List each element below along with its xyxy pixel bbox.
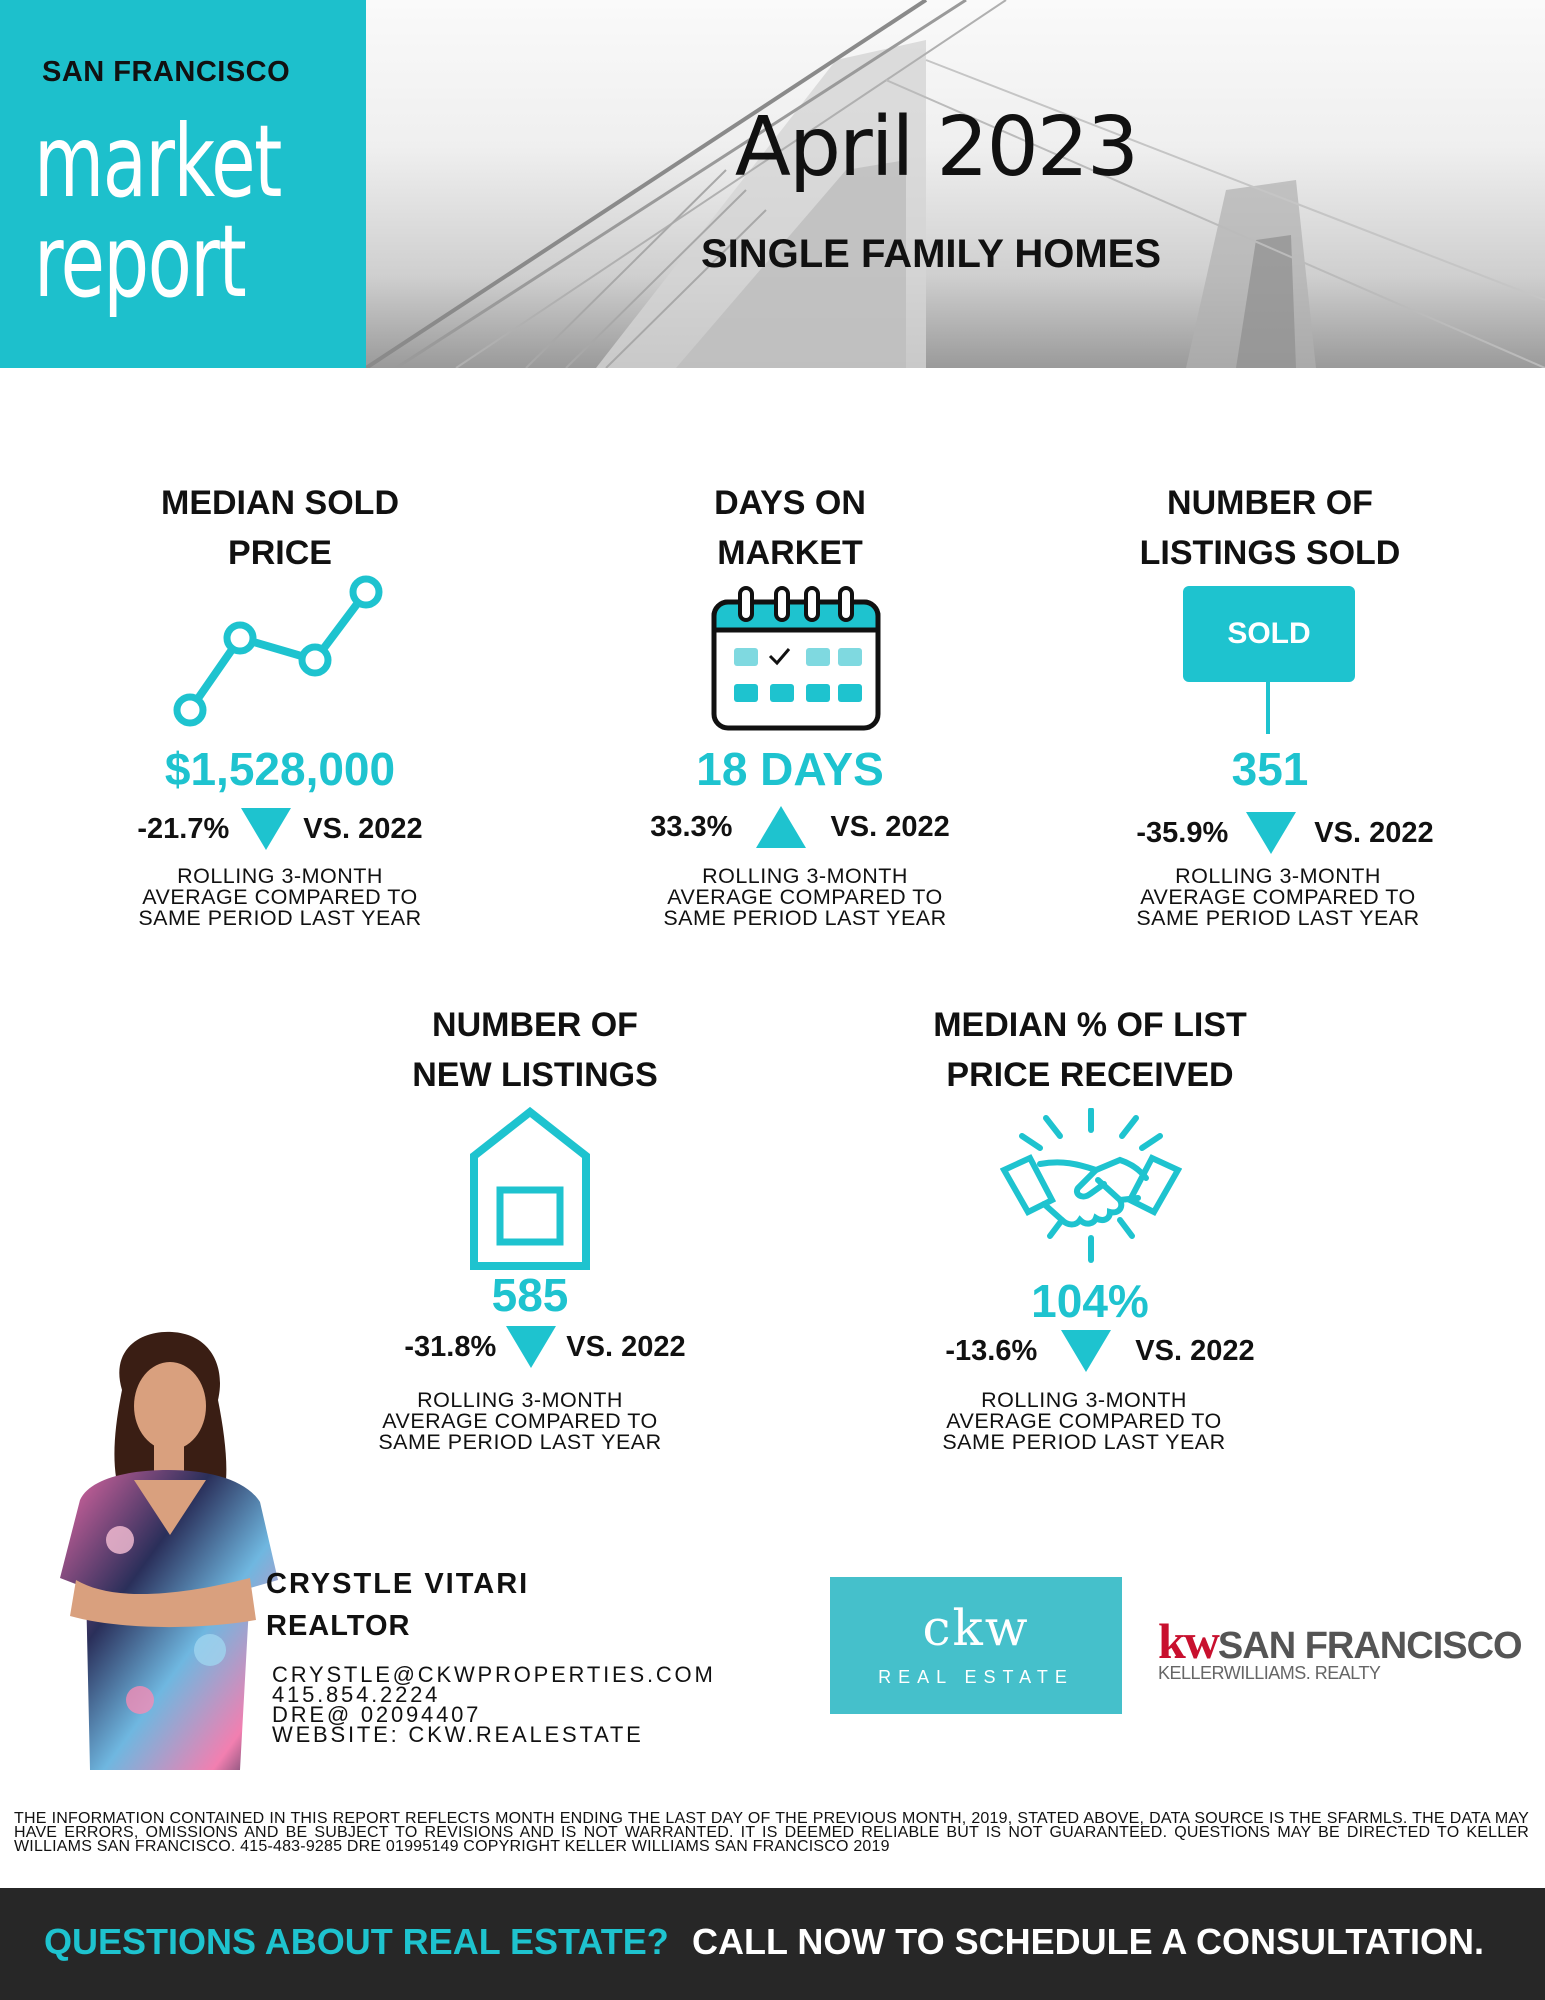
compare-label: VS. 2022 [830, 810, 950, 843]
change-row [630, 806, 970, 848]
compare-label: VS. 2022 [1135, 1334, 1255, 1367]
stat-title-line1: MEDIAN SOLD [161, 484, 399, 522]
arrow-up-icon [756, 806, 806, 848]
stat-value: 351 [1231, 743, 1309, 795]
stat-title-line2: MARKET [717, 534, 863, 572]
stat-note [340, 1390, 700, 1453]
compare-label: VS. 2022 [566, 1330, 686, 1363]
kw-logo-mark: kw [1158, 1613, 1218, 1669]
brand-word-report: report [34, 203, 246, 320]
change-percent: 33.3% [650, 810, 733, 843]
handshake-icon [1000, 1108, 1182, 1264]
arrow-down-icon [1246, 812, 1296, 854]
stat-list-price-received [870, 1000, 1310, 1100]
change-row [100, 808, 460, 850]
agent-photo [50, 1330, 286, 1770]
stat-value: 585 [491, 1269, 569, 1321]
sold-sign-post [1266, 682, 1270, 734]
agent-phone[interactable]: 415.854.2224 [272, 1682, 441, 1707]
note-line: ROLLING 3-MONTH [417, 1388, 623, 1412]
note-line: SAME PERIOD LAST YEAR [1136, 906, 1420, 930]
footer-cta[interactable]: CALL NOW TO SCHEDULE A CONSULTATION. [692, 1921, 1484, 1962]
agent-dre: DRE@ 02094407 [272, 1702, 482, 1727]
agent-title: REALTOR [266, 1610, 411, 1642]
agent-contact [272, 1662, 716, 1747]
stat-note [904, 1390, 1264, 1453]
note-line: SAME PERIOD LAST YEAR [663, 906, 947, 930]
kw-logo-city: SAN FRANCISCO [1217, 1625, 1522, 1667]
stat-value: 104% [1031, 1275, 1149, 1327]
brand-word-market: market [34, 103, 281, 220]
note-line: ROLLING 3-MONTH [1175, 864, 1381, 888]
compare-label: VS. 2022 [1314, 816, 1434, 849]
stat-new-listings [360, 1000, 710, 1100]
change-row [1100, 812, 1470, 854]
stat-title-line1: NUMBER OF [1167, 484, 1373, 522]
report-subtitle: SINGLE FAMILY HOMES [700, 232, 1162, 276]
note-line: ROLLING 3-MONTH [981, 1388, 1187, 1412]
stat-title-line2: LISTINGS SOLD [1139, 534, 1401, 572]
stat-title-line1: MEDIAN % OF LIST [933, 1006, 1247, 1044]
compare-label: VS. 2022 [303, 812, 423, 845]
change-percent: -35.9% [1136, 816, 1229, 849]
sold-sign-icon: SOLD [1183, 586, 1355, 682]
stat-median-price [100, 478, 460, 578]
stat-title-line2: NEW LISTINGS [412, 1056, 658, 1094]
stat-days-on-market [620, 478, 960, 578]
agent-name: CRYSTLE VITARI [266, 1568, 530, 1600]
agent-email[interactable]: CRYSTLE@CKWPROPERTIES.COM [272, 1662, 716, 1687]
note-line: AVERAGE COMPARED TO [946, 1409, 1222, 1433]
kw-logo [1158, 1612, 1522, 1670]
agent-website[interactable]: WEBSITE: CKW.REALESTATE [272, 1722, 644, 1747]
stat-listings-sold [1085, 478, 1455, 578]
change-row [880, 1330, 1320, 1372]
disclaimer: THE INFORMATION CONTAINED IN THIS REPORT REFLECTS MONTH ENDING THE LAST DAY OF THE PREVIOUS MONTH, 2019, STATED ABOVE, DATA SOURCE IS THE SFARMLS. THE DATA MAY HAVE ERRORS, OMISSIONS AND BE SUBJECT TO REVISIONS AND IS NOT WARRANTED. IT IS DEEMED RELIABLE BUT IS NOT GUARANTEED. QUESTIONS MAY BE DIRECTED TO KELLER WILLIAMS SAN FRANCISCO. 415-483-9285 DRE 01995149 COPYRIGHT KELLER WILLIAMS SAN FRANCISCO 2019 [14, 1810, 1529, 1855]
stat-note [625, 866, 985, 929]
brand-city: SAN FRANCISCO [42, 56, 291, 88]
note-line: SAME PERIOD LAST YEAR [138, 906, 422, 930]
stat-value: $1,528,000 [164, 743, 396, 795]
footer-question: QUESTIONS ABOUT REAL ESTATE? [44, 1921, 669, 1962]
note-line: ROLLING 3-MONTH [702, 864, 908, 888]
change-percent: -21.7% [137, 812, 230, 845]
calendar-icon [710, 586, 882, 732]
stat-title-line2: PRICE RECEIVED [946, 1056, 1234, 1094]
note-line: ROLLING 3-MONTH [177, 864, 383, 888]
line-chart-icon [170, 570, 386, 738]
report-date: April 2023 [734, 100, 1138, 195]
stat-note [100, 866, 460, 929]
change-percent: -13.6% [945, 1334, 1038, 1367]
stat-title-line1: DAYS ON [714, 484, 866, 522]
arrow-down-icon [241, 808, 291, 850]
note-line: AVERAGE COMPARED TO [1140, 885, 1416, 909]
stat-title-line2: PRICE [228, 534, 332, 572]
stat-note [1098, 866, 1458, 929]
ckw-logo [830, 1577, 1122, 1714]
ckw-logo-sub: REAL ESTATE [878, 1667, 1074, 1687]
stat-title-line1: NUMBER OF [432, 1006, 638, 1044]
note-line: SAME PERIOD LAST YEAR [942, 1430, 1226, 1454]
change-row [370, 1326, 720, 1368]
change-percent: -31.8% [404, 1330, 497, 1363]
arrow-down-icon [506, 1326, 556, 1368]
arrow-down-icon [1061, 1330, 1111, 1372]
note-line: AVERAGE COMPARED TO [667, 885, 943, 909]
house-icon [468, 1106, 592, 1272]
ckw-logo-word: ckw [922, 1599, 1030, 1657]
note-line: AVERAGE COMPARED TO [382, 1409, 658, 1433]
note-line: SAME PERIOD LAST YEAR [378, 1430, 662, 1454]
note-line: AVERAGE COMPARED TO [142, 885, 418, 909]
stat-value: 18 DAYS [696, 743, 884, 795]
kw-logo-sub: KELLERWILLIAMS. REALTY [1158, 1663, 1381, 1683]
